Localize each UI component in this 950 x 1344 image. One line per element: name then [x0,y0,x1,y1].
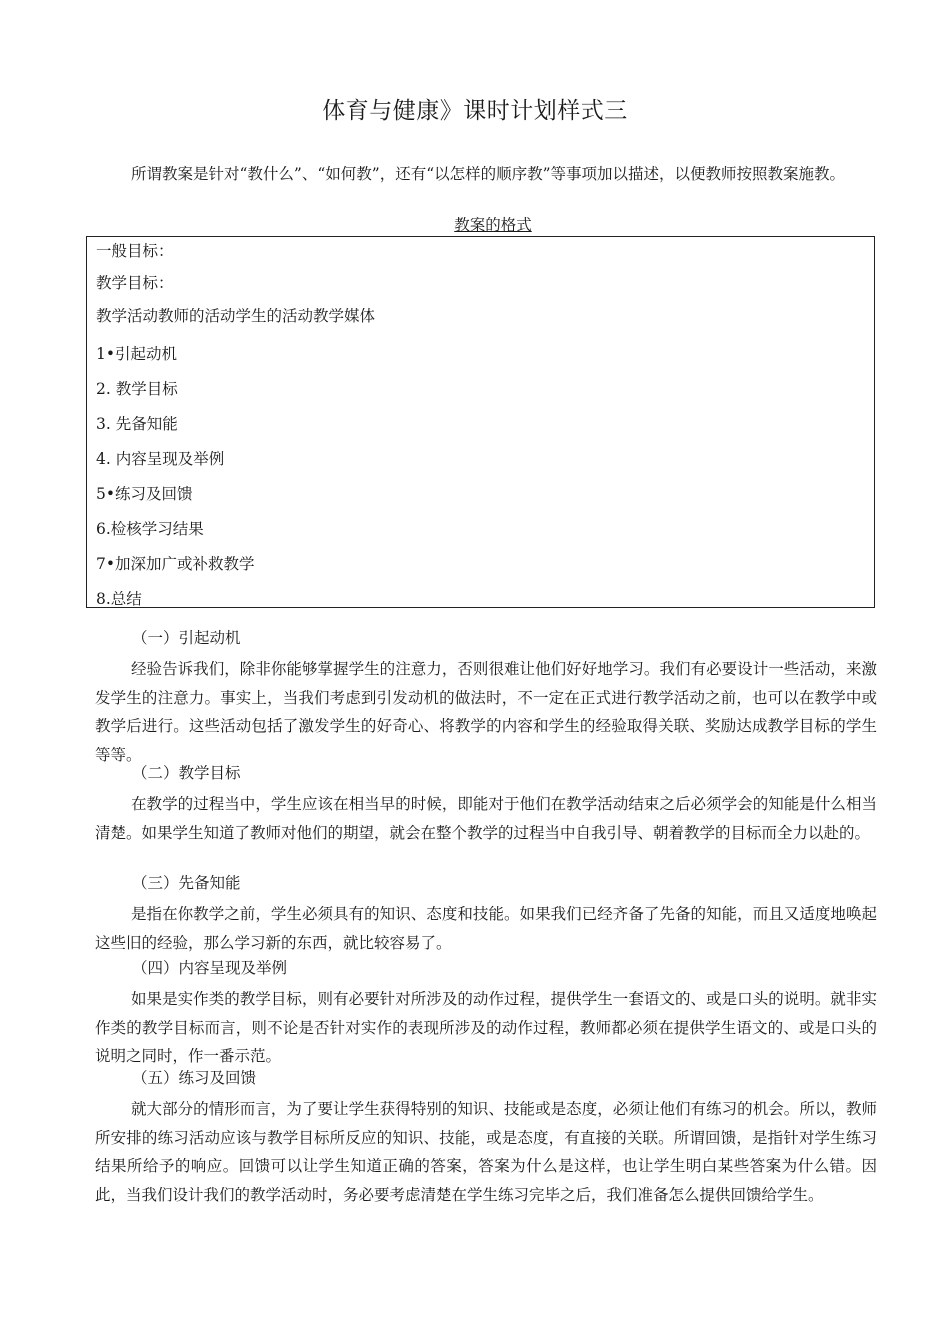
document-title: 体育与健康》课时计划样式三 [322,98,628,124]
lesson-plan-format-table [86,236,875,608]
section-body-motivation: 经验告诉我们，除非你能够掌握学生的注意力，否则很难让他们好好地学习。我们有必要设计一些活动，来激发学生的注意力。事实上，当我们考虑到引发动机的做法时，不一定在正式进行教学活动之前，也可以在教学中或教学后进行。这些活动包括了激发学生的好奇心、将教学的内容和学生的经验取得关联、奖励达成教学目标的学生等等。 [95,660,877,764]
table-row-item-7: 7•加深加广或补救教学 [96,555,255,573]
section-heading-practice: （五）练习及回馈 [132,1069,257,1087]
table-row-item-6: 6.检核学习结果 [96,520,204,538]
table-row-item-5: 5•练习及回馈 [96,485,193,503]
section-body-prerequisite: 是指在你教学之前，学生必须具有的知识、态度和技能。如果我们已经齐备了先备的知能，而且又适度地唤起这些旧的经验，那么学习新的东西，就比较容易了。 [95,905,877,952]
section-body-practice: 就大部分的情形而言，为了要让学生获得特别的知识、技能或是态度，必须让他们有练习的机会。所以，教师所安排的练习活动应该与教学目标所反应的知识、技能，或是态度，有直接的关联。所谓回馈，是指针对学生练习结果所给予的响应。回馈可以让学生知道正确的答案，答案为什么是这样，也让学生明白某些答案为什么错。因此，当我们设计我们的教学活动时，务必要考虑清楚在学生练习完毕之后，我们准备怎么提供回馈给学生。 [95,1100,877,1204]
table-row-activity-header: 教学活动教师的活动学生的活动教学媒体 [96,307,376,325]
table-row-general-goal: 一般目标： [96,242,174,260]
section-body-content: 如果是实作类的教学目标，则有必要针对所涉及的动作过程，提供学生一套语文的、或是口头的说明。就非实作类的教学目标而言，则不论是否针对实作的表现所涉及的动作过程，教师都必须在提供学生语文的、或是口头的说明之同时，作一番示范。 [95,990,877,1065]
intro-paragraph: 所谓教案是针对“教什么”、“如何教”，还有“以怎样的顺序教”等事项加以描述，以便教师按照教案施教。 [131,165,846,183]
section-heading-content: （四）内容呈现及举例 [132,959,288,977]
table-row-item-1: 1•引起动机 [96,345,178,363]
table-row-item-2: 2. 教学目标 [96,380,178,398]
table-row-teaching-goal: 教学目标： [96,274,174,292]
section-heading-teaching-goal: （二）教学目标 [132,764,241,782]
table-caption: 教案的格式 [454,216,532,234]
table-row-item-3: 3. 先备知能 [96,415,178,433]
section-heading-motivation: （一）引起动机 [132,629,241,647]
table-row-item-4: 4. 内容呈现及举例 [96,450,225,468]
section-body-teaching-goal: 在教学的过程当中，学生应该在相当早的时候，即能对于他们在教学活动结束之后必须学会的知能是什么相当清楚。如果学生知道了教师对他们的期望，就会在整个教学的过程当中自我引导、朝着教学的目标而全力以赴的。 [95,795,877,842]
section-heading-prerequisite: （三）先备知能 [132,874,241,892]
table-row-item-8: 8.总结 [96,590,142,608]
